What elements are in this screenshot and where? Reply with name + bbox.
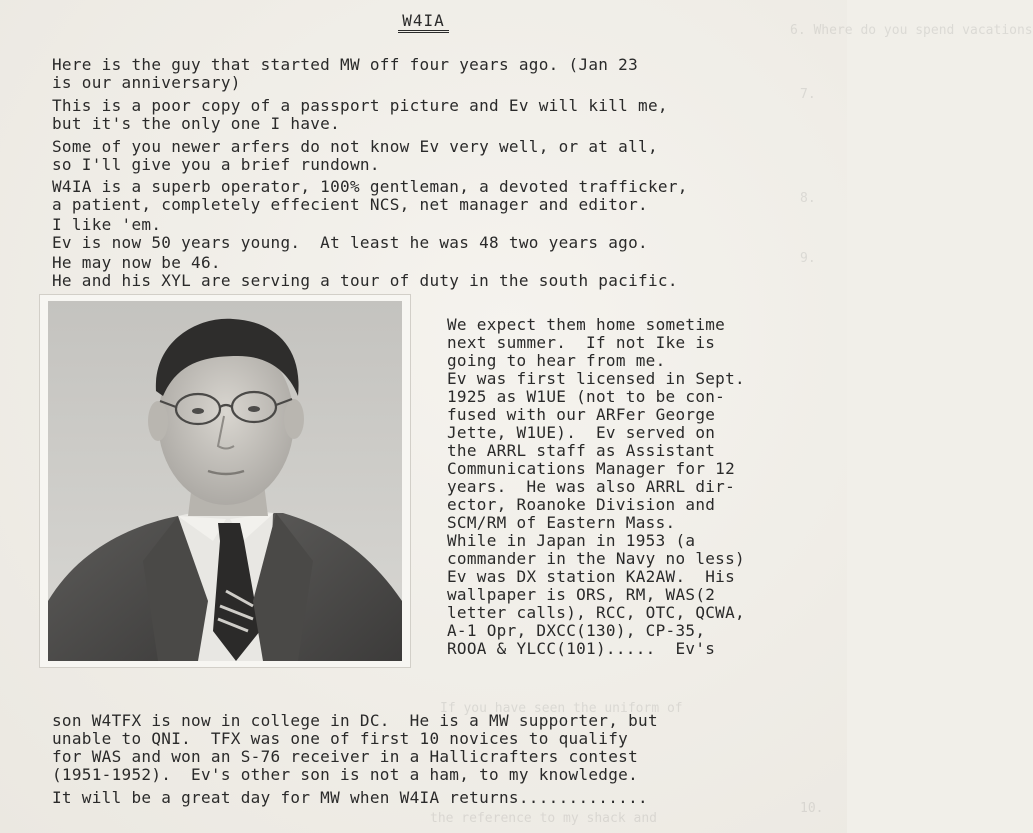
body-line: Some of you newer arfers do not know Ev very well, or at all, [52, 137, 658, 156]
portrait-image [48, 301, 402, 661]
side-line: ector, Roanoke Division and [447, 495, 716, 514]
body-line: This is a poor copy of a passport picture and Ev will kill me, [52, 96, 668, 115]
body-line: He may now be 46. [52, 253, 221, 272]
body-line: is our anniversary) [52, 73, 241, 92]
bottom-line: unable to QNI. TFX was one of first 10 novices to qualify [52, 729, 629, 748]
side-line: Ev was first licensed in Sept. [447, 369, 745, 388]
bottom-line: son W4TFX is now in college in DC. He is a MW supporter, but [52, 711, 658, 730]
bottom-line: It will be a great day for MW when W4IA returns............. [52, 788, 648, 807]
body-line: I like 'em. [52, 215, 162, 234]
bottom-line: for WAS and won an S-76 receiver in a Hallicrafters contest [52, 747, 639, 766]
side-line: Communications Manager for 12 [447, 459, 736, 478]
side-line: fused with our ARFer George [447, 405, 716, 424]
passport-photo [48, 301, 402, 661]
side-line: Ev was DX station KA2AW. His [447, 567, 736, 586]
side-line: letter calls), RCC, OTC, QCWA, [447, 603, 745, 622]
body-line: W4IA is a superb operator, 100% gentleman, a devoted trafficker, [52, 177, 688, 196]
side-line: years. He was also ARRL dir- [447, 477, 736, 496]
side-line: While in Japan in 1953 (a [447, 531, 696, 550]
side-line: wallpaper is ORS, RM, WAS(2 [447, 585, 716, 604]
side-line: A-1 Opr, DXCC(130), CP-35, [447, 621, 706, 640]
side-line: going to hear from me. [447, 351, 666, 370]
side-line: ROOA & YLCC(101)..... Ev's [447, 639, 716, 658]
bleed-through-text: 6. Where do you spend vacations 7. 8. 9. 10. If you have seen the uniform of the reference to my shack and [430, 23, 1033, 826]
body-line: Here is the guy that started MW off four years ago. (Jan 23 [52, 55, 639, 74]
body-line: so I'll give you a brief rundown. [52, 155, 380, 174]
page-title: W4IA [0, 11, 847, 30]
side-line: commander in the Navy no less) [447, 549, 745, 568]
side-line: next summer. If not Ike is [447, 333, 716, 352]
side-line: Jette, W1UE). Ev served on [447, 423, 716, 442]
side-line: SCM/RM of Eastern Mass. [447, 513, 676, 532]
body-line: but it's the only one I have. [52, 114, 341, 133]
body-line: a patient, completely effecient NCS, net manager and editor. [52, 195, 648, 214]
side-line: the ARRL staff as Assistant [447, 441, 716, 460]
body-line: Ev is now 50 years young. At least he was 48 two years ago. [52, 233, 648, 252]
side-line: We expect them home sometime [447, 315, 726, 334]
passport-photo-frame [40, 295, 410, 667]
bottom-line: (1951-1952). Ev's other son is not a ham, to my knowledge. [52, 765, 639, 784]
body-line: He and his XYL are serving a tour of duty in the south pacific. [52, 271, 678, 290]
side-line: 1925 as W1UE (not to be con- [447, 387, 726, 406]
